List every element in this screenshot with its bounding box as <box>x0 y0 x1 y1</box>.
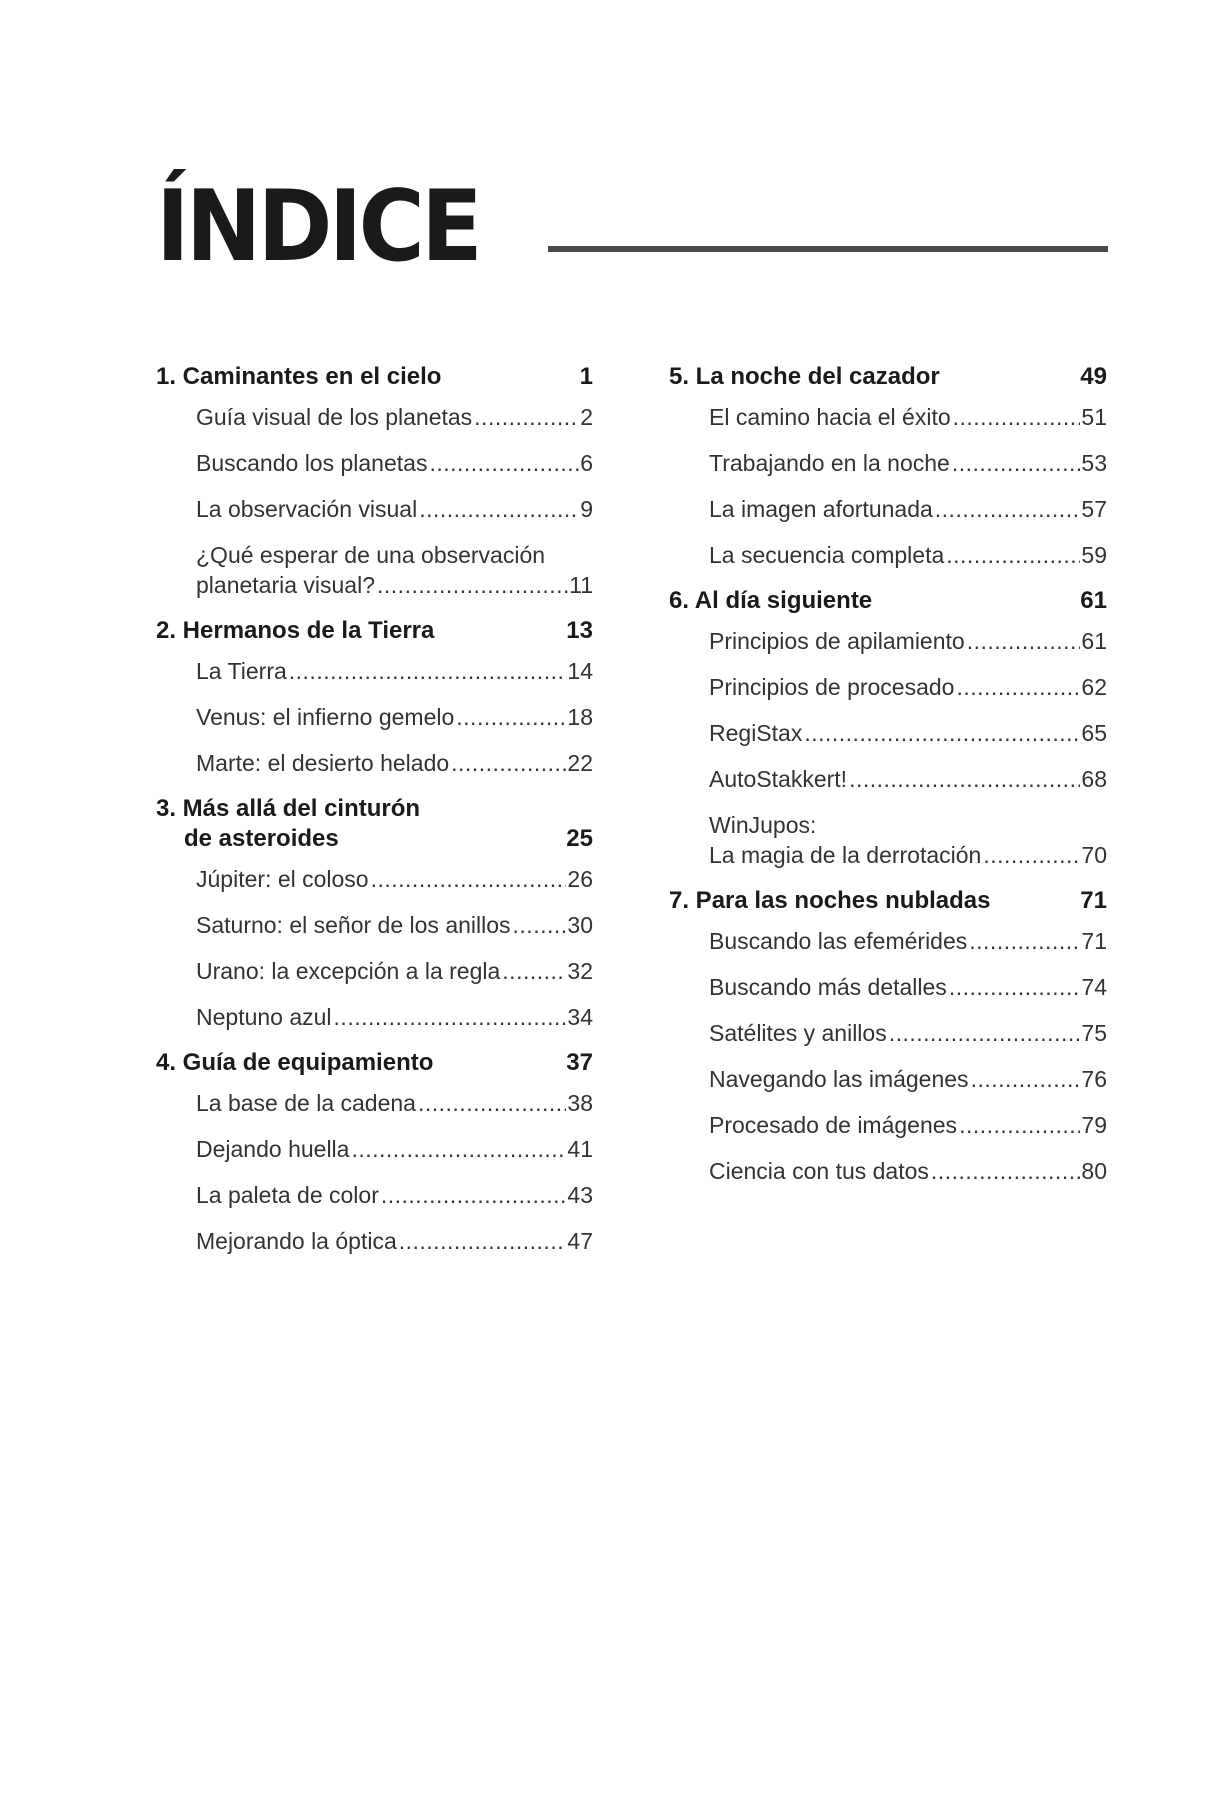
page-title: ÍNDICE <box>156 170 480 284</box>
entry-page-number: 9 <box>580 496 593 522</box>
entry-title: Dejando huella <box>196 1136 350 1162</box>
entry-title: Venus: el infierno gemelo <box>196 704 455 730</box>
chapter-title-line: 1. Caminantes en el cielo <box>156 363 442 390</box>
toc-entry <box>196 702 593 732</box>
entry-title: Trabajando en la noche <box>709 450 950 476</box>
entry-page-number: 51 <box>1081 404 1107 430</box>
toc-entry <box>196 1134 593 1164</box>
toc-entry <box>709 672 1107 702</box>
toc-chapter <box>669 362 1107 570</box>
entry-row <box>196 494 593 524</box>
entry-row <box>196 656 593 686</box>
toc-chapter <box>669 586 1107 870</box>
entry-page-number: 47 <box>567 1228 593 1254</box>
chapter-heading <box>669 886 1107 916</box>
entry-title-line: WinJupos: <box>709 812 817 838</box>
entry-row <box>196 1180 593 1210</box>
entry-title: Guía visual de los planetas <box>196 404 473 430</box>
chapter-title-line: 7. Para las noches nubladas <box>669 887 991 914</box>
dot-leader <box>289 656 567 686</box>
chapter-title <box>156 794 420 854</box>
entry-row <box>196 748 593 778</box>
entry-page-number: 38 <box>567 1090 593 1116</box>
entry-row <box>709 494 1107 524</box>
toc-entry <box>709 402 1107 432</box>
entry-row <box>709 1018 1107 1048</box>
chapter-title <box>156 1048 433 1078</box>
entry-row <box>196 1002 593 1032</box>
toc-entry <box>196 448 593 478</box>
entry-page-number: 70 <box>1081 842 1107 868</box>
entry-row <box>196 864 593 894</box>
chapter-title-line: 6. Al día siguiente <box>669 587 873 614</box>
toc-entry <box>196 748 593 778</box>
dot-leader <box>371 864 567 894</box>
chapter-title <box>156 616 434 646</box>
dot-leader <box>419 494 579 524</box>
toc-entry <box>196 402 593 432</box>
toc-entry <box>709 926 1107 956</box>
entry-page-number: 53 <box>1081 450 1107 476</box>
entry-page-number: 30 <box>567 912 593 938</box>
dot-leader <box>971 1064 1081 1094</box>
chapter-heading <box>156 1048 593 1078</box>
entry-title: Urano: la excepción a la regla <box>196 958 501 984</box>
entry-page-number: 59 <box>1081 542 1107 568</box>
dot-leader <box>969 926 1080 956</box>
entry-row <box>709 840 1107 870</box>
entry-page-number: 14 <box>567 658 593 684</box>
entry-page-number: 11 <box>569 572 593 598</box>
entry-title: Buscando las efemérides <box>709 928 968 954</box>
toc-chapter <box>156 794 593 1032</box>
toc-entry <box>709 1110 1107 1140</box>
dot-leader <box>956 672 1080 702</box>
toc-entry <box>709 1018 1107 1048</box>
entry-row <box>709 1064 1107 1094</box>
chapter-page-number: 25 <box>566 825 593 852</box>
chapter-title-line: de asteroides <box>184 825 339 852</box>
dot-leader <box>418 1088 566 1118</box>
entry-page-number: 79 <box>1081 1112 1107 1138</box>
entry-row <box>709 1110 1107 1140</box>
toc-chapter <box>669 886 1107 1186</box>
entry-row <box>709 1156 1107 1186</box>
entry-row <box>196 402 593 432</box>
dot-leader <box>429 448 579 478</box>
entry-page-number: 43 <box>567 1182 593 1208</box>
entry-row <box>709 448 1107 478</box>
chapter-heading <box>156 616 593 646</box>
entry-row <box>709 626 1107 656</box>
dot-leader <box>959 1110 1080 1140</box>
dot-leader <box>502 956 566 986</box>
dot-leader <box>949 972 1081 1002</box>
entry-title: La imagen afortunada <box>709 496 933 522</box>
dot-leader <box>377 570 568 600</box>
entry-row <box>709 972 1107 1002</box>
dot-leader <box>351 1134 566 1164</box>
chapter-page-number: 61 <box>1080 587 1107 614</box>
chapter-heading <box>669 362 1107 392</box>
toc-entry <box>709 1156 1107 1186</box>
entry-page-number: 32 <box>567 958 593 984</box>
entry-title: Procesado de imágenes <box>709 1112 958 1138</box>
entry-row <box>709 540 1107 570</box>
entry-page-number: 22 <box>567 750 593 776</box>
chapter-page-number: 13 <box>566 617 593 644</box>
dot-leader <box>334 1002 567 1032</box>
toc-entry <box>196 1180 593 1210</box>
toc-chapter <box>156 362 593 600</box>
toc-entry <box>709 1064 1107 1094</box>
toc-left-column <box>156 362 593 1272</box>
entry-title: El camino hacia el éxito <box>709 404 951 430</box>
toc-entry <box>709 448 1107 478</box>
chapter-page-number: 1 <box>579 363 593 390</box>
entry-title: planetaria visual? <box>196 572 376 598</box>
entry-title: Buscando más detalles <box>709 974 947 1000</box>
dot-leader <box>456 702 566 732</box>
entry-title: Principios de apilamiento <box>709 628 965 654</box>
chapter-title <box>156 362 441 392</box>
toc-entry <box>709 494 1107 524</box>
entry-title: Principios de procesado <box>709 674 955 700</box>
entry-page-number: 57 <box>1081 496 1107 522</box>
chapter-title-line: 2. Hermanos de la Tierra <box>156 617 435 644</box>
entry-page-number: 71 <box>1081 928 1107 954</box>
chapter-page-number: 71 <box>1080 887 1107 914</box>
chapter-title-line: 4. Guía de equipamiento <box>156 1049 434 1076</box>
entry-row <box>196 910 593 940</box>
entry-page-number: 62 <box>1081 674 1107 700</box>
chapter-heading <box>156 362 593 392</box>
toc-entry <box>196 956 593 986</box>
chapter-page-number: 37 <box>566 1049 593 1076</box>
chapter-title <box>669 586 872 616</box>
toc-entry <box>709 972 1107 1002</box>
entry-row <box>196 1134 593 1164</box>
dot-leader <box>935 494 1081 524</box>
entry-title: Neptuno azul <box>196 1004 332 1030</box>
entry-page-number: 68 <box>1081 766 1107 792</box>
entry-row <box>196 956 593 986</box>
dot-leader <box>451 748 566 778</box>
entry-title: La magia de la derrotación <box>709 842 982 868</box>
entry-page-number: 61 <box>1081 628 1107 654</box>
entry-title: Marte: el desierto helado <box>196 750 450 776</box>
entry-row <box>196 448 593 478</box>
dot-leader <box>399 1226 567 1256</box>
entry-title-line: ¿Qué esperar de una observación <box>196 542 546 568</box>
dot-leader <box>931 1156 1081 1186</box>
dot-leader <box>953 402 1081 432</box>
dot-leader <box>474 402 579 432</box>
entry-page-number: 2 <box>580 404 593 430</box>
entry-row <box>709 672 1107 702</box>
entry-row <box>709 764 1107 794</box>
entry-row <box>196 570 593 600</box>
entry-title: AutoStakkert! <box>709 766 848 792</box>
toc-entry <box>709 626 1107 656</box>
dot-leader <box>849 764 1080 794</box>
entry-page-number: 6 <box>580 450 593 476</box>
entry-title: La base de la cadena <box>196 1090 416 1116</box>
entry-row <box>196 702 593 732</box>
entry-page-number: 18 <box>567 704 593 730</box>
entry-page-number: 41 <box>567 1136 593 1162</box>
entry-page-number: 65 <box>1081 720 1107 746</box>
toc-entry <box>196 910 593 940</box>
toc-entry <box>196 1002 593 1032</box>
entry-page-number: 80 <box>1081 1158 1107 1184</box>
toc-entry <box>196 494 593 524</box>
entry-title: Júpiter: el coloso <box>196 866 369 892</box>
toc-entry <box>196 1226 593 1256</box>
toc-entry <box>196 1088 593 1118</box>
toc-chapter <box>156 1048 593 1256</box>
entry-page-number: 76 <box>1081 1066 1107 1092</box>
dot-leader <box>952 448 1081 478</box>
entry-title: Ciencia con tus datos <box>709 1158 929 1184</box>
toc-entry <box>196 864 593 894</box>
entry-title: La observación visual <box>196 496 418 522</box>
entry-page-number: 74 <box>1081 974 1107 1000</box>
entry-title: Saturno: el señor de los anillos <box>196 912 511 938</box>
chapter-title-line: 5. La noche del cazador <box>669 363 940 390</box>
entry-row <box>709 926 1107 956</box>
toc-right-column <box>669 362 1107 1202</box>
entry-title: Mejorando la óptica <box>196 1228 397 1254</box>
entry-title: La paleta de color <box>196 1182 379 1208</box>
entry-page-number: 75 <box>1081 1020 1107 1046</box>
chapter-title-line: 3. Más allá del cinturón <box>156 795 421 822</box>
toc-entry <box>709 764 1107 794</box>
chapter-heading <box>669 586 1107 616</box>
dot-leader <box>513 910 567 940</box>
dot-leader <box>967 626 1081 656</box>
entry-title: La Tierra <box>196 658 287 684</box>
entry-row <box>709 718 1107 748</box>
toc-entry <box>709 718 1107 748</box>
title-rule <box>548 246 1108 252</box>
chapter-title <box>669 362 940 392</box>
entry-title: Satélites y anillos <box>709 1020 887 1046</box>
entry-page-number: 34 <box>567 1004 593 1030</box>
toc-entry <box>709 540 1107 570</box>
toc-chapter <box>156 616 593 778</box>
entry-row <box>709 402 1107 432</box>
entry-page-number: 26 <box>567 866 593 892</box>
chapter-page-number: 49 <box>1080 363 1107 390</box>
entry-title: Navegando las imágenes <box>709 1066 969 1092</box>
entry-title: Buscando los planetas <box>196 450 428 476</box>
dot-leader <box>946 540 1080 570</box>
dot-leader <box>381 1180 567 1210</box>
dot-leader <box>889 1018 1081 1048</box>
chapter-heading <box>156 794 593 854</box>
toc-entry <box>709 810 1107 870</box>
entry-title: RegiStax <box>709 720 803 746</box>
entry-row <box>196 1088 593 1118</box>
dot-leader <box>983 840 1080 870</box>
toc-entry <box>196 540 593 600</box>
entry-title: La secuencia completa <box>709 542 945 568</box>
toc-entry <box>196 656 593 686</box>
entry-row <box>196 1226 593 1256</box>
dot-leader <box>804 718 1080 748</box>
chapter-title <box>669 886 990 916</box>
